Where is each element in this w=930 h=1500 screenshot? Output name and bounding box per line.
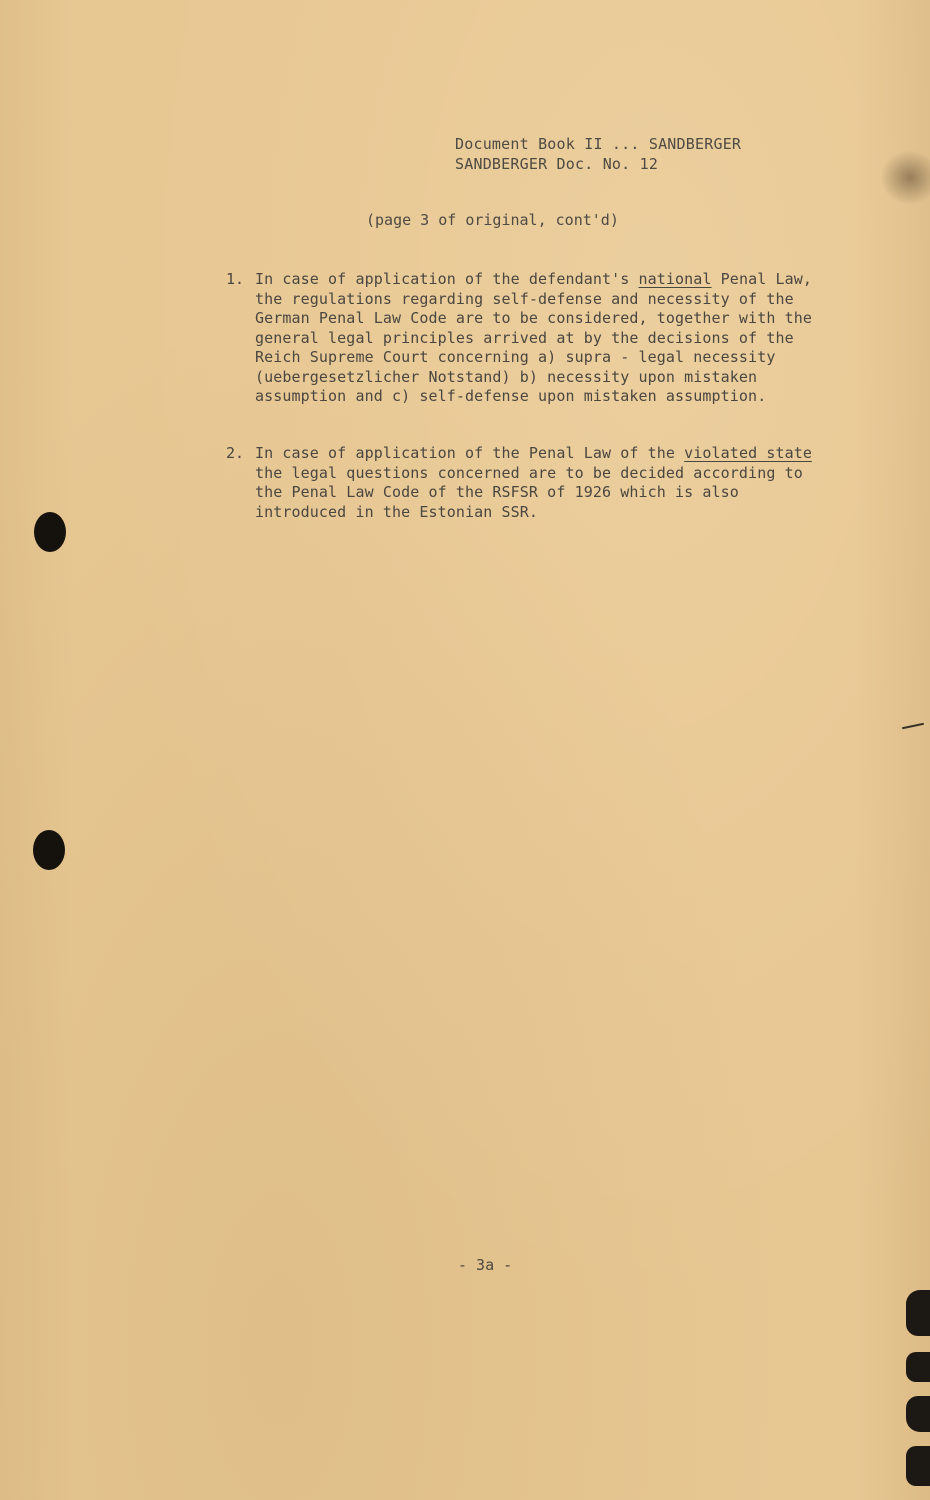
punch-hole	[34, 512, 66, 552]
paragraph-text	[255, 444, 836, 522]
page-number: - 3a -	[458, 1256, 513, 1274]
header-book-line: Document Book II ... SANDBERGER	[455, 135, 742, 153]
edge-binding-mark	[906, 1446, 930, 1486]
paragraph-text-start: In case of application of the defendant's	[255, 270, 639, 288]
header-doc-number-line: SANDBERGER Doc. No. 12	[455, 155, 659, 173]
underlined-term: violated state	[684, 444, 812, 462]
document-header	[455, 134, 741, 174]
paper-shadow-mark	[880, 150, 930, 205]
paper-crease	[902, 723, 924, 730]
underlined-term: national	[638, 270, 712, 288]
paragraph-text-end: the legal questions concerned are to be decided according to the Penal Law Code of the RSFSR of 1926 which is also introduced in the Estonian SSR.	[255, 463, 803, 521]
punch-hole	[33, 830, 65, 870]
paragraph-number: 2.	[226, 444, 245, 462]
paragraph-number: 1.	[226, 270, 245, 288]
paragraph-text	[255, 270, 836, 407]
edge-binding-mark	[906, 1352, 930, 1382]
edge-binding-mark	[906, 1396, 930, 1432]
paragraph-text-start: In case of application of the Penal Law of the	[255, 444, 685, 462]
numbered-paragraph	[226, 270, 836, 407]
numbered-paragraph	[226, 444, 836, 522]
edge-binding-mark	[906, 1290, 930, 1336]
continuation-note: (page 3 of original, cont'd)	[366, 211, 619, 229]
paragraph-text-end: Penal Law, the regulations regarding self-defense and necessity of the German Penal Law Code are to be considered, together with the general legal principles arrived at by the decisions of the Reich Supreme Court concerning a) supra - legal necessity (uebergesetzlicher Notstand) b) necessity upon mistaken assumption and c) self-defense upon mistaken assumption.	[255, 270, 812, 405]
